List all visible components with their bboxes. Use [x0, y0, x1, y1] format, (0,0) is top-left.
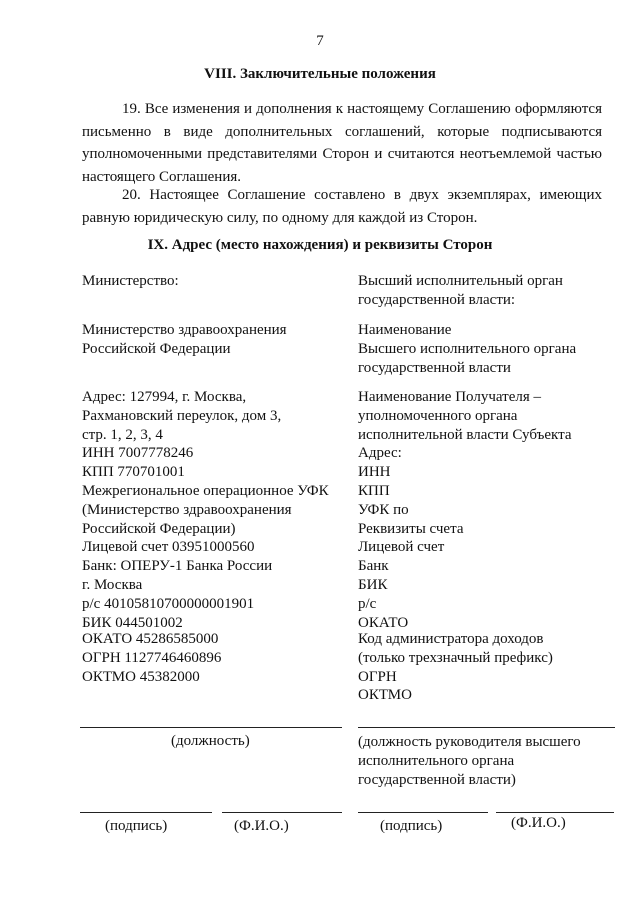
ministry-code-line: ОКАТО 45286585000: [82, 631, 219, 647]
authority-code-line: Код администратора доходов: [358, 631, 544, 647]
ministry-header-block: [82, 272, 179, 291]
ministry-detail-line: р/с 40105810700000001901: [82, 595, 255, 612]
authority-detail-line: р/с: [358, 595, 377, 612]
ministry-signature-caption: (подпись): [105, 818, 168, 834]
ministry-detail-line: Российской Федерации): [82, 520, 236, 537]
ministry-codes-block: [82, 630, 221, 686]
authority-detail-line: Реквизиты счета: [358, 520, 464, 537]
ministry-fio-caption: (Ф.И.О.): [234, 818, 289, 834]
ministry-header: Министерство:: [82, 273, 179, 289]
authority-fio-caption: (Ф.И.О.): [511, 815, 566, 831]
ministry-detail-line: Адрес: 127994, г. Москва,: [82, 389, 247, 405]
ministry-code-line: ОГРН 1127746460896: [82, 649, 222, 666]
authority-code-line: ОГРН: [358, 668, 397, 685]
authority-name-line: Наименование: [358, 322, 452, 338]
ministry-name-block: [82, 321, 287, 359]
authority-code-line: (только трехзначный префикс): [358, 649, 553, 666]
authority-code-line: ОКТМО: [358, 687, 412, 704]
authority-details-block: [358, 388, 572, 632]
ministry-position-caption: (должность): [171, 733, 250, 749]
authority-position-caption-line: государственной власти): [358, 771, 516, 788]
ministry-address-block: [82, 388, 329, 632]
ministry-detail-line: (Министерство здравоохранения: [82, 501, 292, 518]
ministry-detail-line: Лицевой счет 03951000560: [82, 539, 255, 556]
authority-detail-line: УФК по: [358, 501, 409, 518]
authority-name-line: государственной власти: [358, 359, 511, 376]
authority-detail-line: исполнительной власти Субъекта: [358, 426, 572, 443]
authority-detail-line: Банк: [358, 558, 389, 575]
authority-detail-line: КПП: [358, 482, 390, 499]
authority-detail-line: Наименование Получателя –: [358, 389, 541, 405]
ministry-name-line: Министерство здравоохранения: [82, 322, 287, 338]
ministry-detail-line: Рахмановский переулок, дом 3,: [82, 407, 282, 424]
paragraph-19: 19. Все изменения и дополнения к настоящему Соглашению оформляются письменно в виде дополнительных соглашений, которые подписываются уполномоченными представителями Сторон и считаются неотъемлемой частью настоящего Соглашения.: [82, 101, 602, 185]
ministry-name-line: Российской Федерации: [82, 340, 231, 357]
ministry-detail-line: ИНН 7007778246: [82, 445, 194, 462]
authority-signature-line: [358, 812, 488, 813]
section-8-title: VIII. Заключительные положения: [204, 66, 436, 82]
section-9-title: IX. Адрес (место нахождения) и реквизиты Сторон: [147, 237, 493, 253]
authority-detail-line: уполномоченного органа: [358, 407, 518, 424]
ministry-code-line: ОКТМО 45382000: [82, 668, 200, 685]
ministry-position-line: [80, 727, 342, 728]
authority-position-caption-line: (должность руководителя высшего: [358, 734, 581, 750]
authority-detail-line: Лицевой счет: [358, 539, 445, 556]
ministry-detail-line: КПП 770701001: [82, 464, 185, 481]
authority-detail-line: ИНН: [358, 464, 391, 481]
ministry-detail-line: стр. 1, 2, 3, 4: [82, 426, 163, 443]
paragraph-20: 20. Настоящее Соглашение составлено в двух экземплярах, имеющих равную юридическую силу, по одному для каждой из Сторон.: [82, 187, 602, 226]
page-number: 7: [316, 33, 324, 49]
ministry-detail-line: БИК 044501002: [82, 614, 183, 631]
authority-header-block: [358, 272, 563, 310]
authority-header-line: государственной власти:: [358, 291, 516, 308]
ministry-signature-line: [80, 812, 212, 813]
authority-name-block: [358, 321, 576, 377]
ministry-fio-line: [222, 812, 342, 813]
authority-name-line: Высшего исполнительного органа: [358, 340, 577, 357]
authority-position-caption-line: исполнительного органа: [358, 752, 515, 769]
ministry-detail-line: г. Москва: [82, 576, 143, 593]
authority-detail-line: ОКАТО: [358, 614, 409, 631]
authority-position-line: [358, 727, 615, 728]
authority-codes-block: [358, 630, 553, 705]
authority-detail-line: Адрес:: [358, 445, 402, 462]
authority-header-line: Высший исполнительный орган: [358, 273, 563, 289]
ministry-detail-line: Банк: ОПЕРУ-1 Банка России: [82, 558, 273, 575]
ministry-detail-line: Межрегиональное операционное УФК: [82, 482, 329, 499]
authority-detail-line: БИК: [358, 576, 388, 593]
authority-signature-caption: (подпись): [380, 818, 443, 834]
authority-fio-line: [496, 812, 614, 813]
authority-position-caption: [358, 733, 618, 789]
